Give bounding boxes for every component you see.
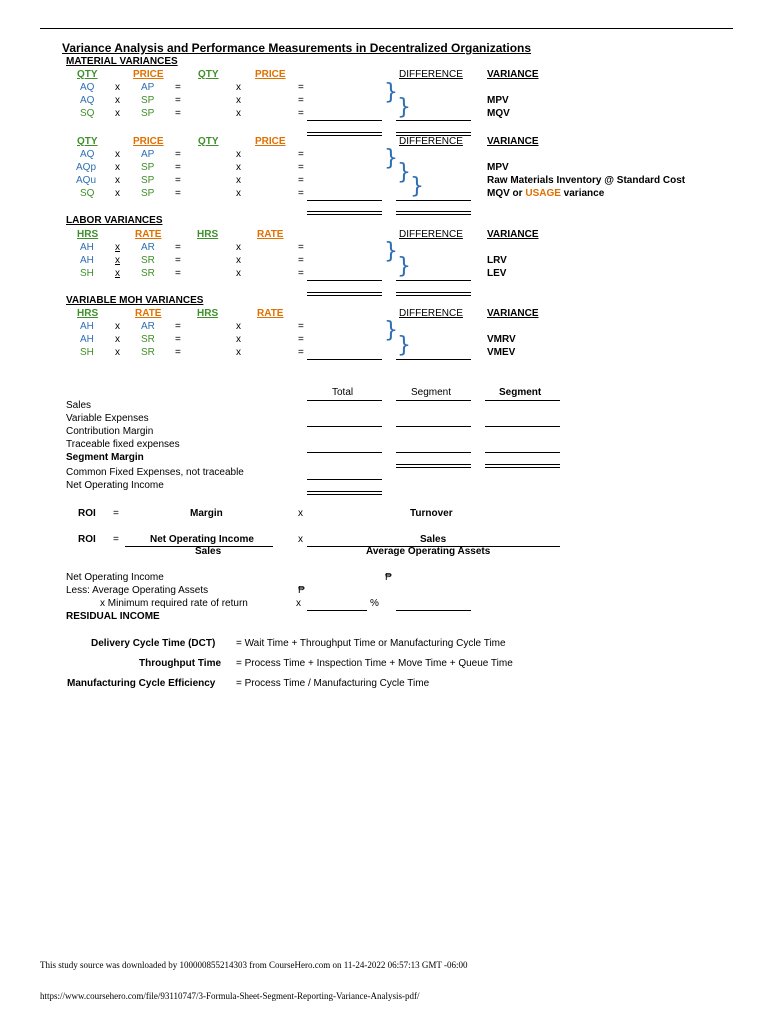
line-variable-expenses: Variable Expenses (66, 413, 149, 424)
col-difference: DIFFERENCE (399, 229, 463, 240)
col-qty-2: QTY (198, 69, 219, 80)
roi-eq-2: = (113, 534, 119, 545)
variance-mqv-usage: MQV or USAGE variance (487, 188, 605, 199)
answer-line (307, 426, 382, 427)
ri-peso-icon: ₱ (385, 572, 392, 583)
row-op: x (236, 321, 241, 332)
row-qty: AQ (80, 149, 95, 160)
variance-lev: LEV (487, 268, 507, 279)
row-eq: = (175, 268, 181, 279)
total-line (396, 464, 471, 468)
row-op: x (115, 188, 120, 199)
col-hrs-2: HRS (197, 229, 219, 240)
page-title: Variance Analysis and Performance Measurements in Decentralized Organizations (62, 41, 532, 55)
total-line (396, 211, 471, 215)
row-eq: = (298, 162, 304, 173)
col-difference: DIFFERENCE (399, 136, 463, 147)
row-eq: = (175, 347, 181, 358)
brace-icon: } (384, 146, 398, 171)
row-rate: SR (141, 268, 155, 279)
row-op: x (115, 149, 120, 160)
variance-mpv: MPV (487, 95, 509, 106)
roi-sales-denominator: Sales (195, 546, 222, 557)
row-hrs: AH (80, 334, 94, 345)
total-line (307, 491, 382, 495)
labor-heading: LABOR VARIANCES (66, 215, 163, 226)
ri-less: Less: Average Operating Assets (66, 585, 209, 596)
roi-label-2: ROI (78, 534, 96, 545)
row-eq: = (175, 82, 181, 93)
row-op: x (115, 334, 120, 345)
roi-avg-operating-assets: Average Operating Assets (366, 546, 491, 557)
source-url[interactable]: https://www.coursehero.com/file/93110747/3-Formula-Sheet-Segment-Reporting-Variance-Analysis-pdf/ (40, 991, 420, 1001)
roi-margin: Margin (190, 508, 223, 519)
row-qty: AQu (76, 175, 97, 186)
total-line (307, 292, 382, 296)
row-op: x (115, 268, 120, 279)
ri-x: x (296, 598, 301, 609)
mce-formula: = Process Time / Manufacturing Cycle Time (236, 678, 430, 689)
dct-formula: = Wait Time + Throughput Time or Manufacturing Cycle Time (236, 638, 506, 649)
col-price-2: PRICE (255, 69, 286, 80)
row-qty: SQ (80, 188, 95, 199)
row-eq: = (298, 175, 304, 186)
row-eq: = (175, 108, 181, 119)
answer-line (307, 359, 382, 360)
row-op: x (236, 347, 241, 358)
total-line (396, 292, 471, 296)
row-op: x (236, 188, 241, 199)
answer-line (307, 479, 382, 480)
row-op: x (236, 108, 241, 119)
answer-line (307, 200, 382, 201)
col-qty: QTY (77, 69, 98, 80)
ri-min-rate: x Minimum required rate of return (100, 598, 248, 609)
roi-x: x (298, 508, 303, 519)
row-rate: AR (141, 242, 155, 253)
row-op: x (115, 175, 120, 186)
row-eq: = (298, 268, 304, 279)
header-line (485, 400, 560, 401)
col-total: Total (332, 387, 354, 398)
ri-residual-income: RESIDUAL INCOME (66, 611, 160, 622)
moh-heading: VARIABLE MOH VARIANCES (66, 295, 204, 306)
row-op: x (236, 334, 241, 345)
row-op: x (236, 255, 241, 266)
answer-line (307, 280, 382, 281)
row-eq: = (298, 108, 304, 119)
variance-mqv: MQV (487, 108, 510, 119)
row-eq: = (175, 321, 181, 332)
row-op: x (115, 95, 120, 106)
roi-turnover: Turnover (410, 508, 453, 519)
row-eq: = (175, 188, 181, 199)
roi-label: ROI (78, 508, 96, 519)
row-rate: SR (141, 255, 155, 266)
answer-line (396, 426, 471, 427)
tt-label: Throughput Time (139, 658, 222, 669)
row-op: x (115, 82, 120, 93)
row-op: x (115, 108, 120, 119)
col-hrs: HRS (77, 308, 99, 319)
top-rule (40, 28, 733, 29)
col-qty-2: QTY (198, 136, 219, 147)
brace-icon: } (397, 95, 411, 120)
dct-label: Delivery Cycle Time (DCT) (91, 638, 216, 649)
row-eq: = (298, 255, 304, 266)
header-line (396, 400, 471, 401)
row-hrs: SH (80, 347, 94, 358)
col-price: PRICE (133, 69, 164, 80)
ri-noi: Net Operating Income (66, 572, 164, 583)
brace-icon: } (384, 80, 398, 105)
col-rate-2: RATE (257, 229, 284, 240)
line-sales: Sales (66, 400, 92, 411)
col-price: PRICE (133, 136, 164, 147)
row-eq: = (298, 242, 304, 253)
row-qty: AQ (80, 82, 95, 93)
row-eq: = (298, 82, 304, 93)
answer-line (396, 610, 471, 611)
row-price: SP (141, 175, 155, 186)
row-rate: AR (141, 321, 155, 332)
col-difference: DIFFERENCE (399, 69, 463, 80)
col-qty: QTY (77, 136, 98, 147)
row-qty: AQ (80, 95, 95, 106)
row-eq: = (175, 255, 181, 266)
answer-line (485, 426, 560, 427)
line-traceable-fixed: Traceable fixed expenses (66, 439, 180, 450)
total-line (307, 211, 382, 215)
total-line (485, 464, 560, 468)
answer-line (396, 452, 471, 453)
variance-lrv: LRV (487, 255, 507, 266)
col-segment: Segment (411, 387, 452, 398)
col-rate-2: RATE (257, 308, 284, 319)
answer-line (396, 200, 471, 201)
row-hrs: AH (80, 321, 94, 332)
row-op: x (236, 268, 241, 279)
answer-line (307, 610, 367, 611)
answer-line (396, 359, 471, 360)
row-eq: = (175, 242, 181, 253)
row-price: AP (141, 82, 155, 93)
col-variance: VARIANCE (487, 308, 539, 319)
row-price: AP (141, 149, 155, 160)
row-eq: = (298, 321, 304, 332)
row-op: x (236, 95, 241, 106)
answer-line (307, 452, 382, 453)
brace-icon: } (410, 174, 424, 199)
brace-icon: } (384, 239, 398, 264)
col-hrs: HRS (77, 229, 99, 240)
roi-eq: = (113, 508, 119, 519)
row-eq: = (298, 149, 304, 160)
variance-vmev: VMEV (487, 347, 516, 358)
col-price-2: PRICE (255, 136, 286, 147)
row-op: x (115, 162, 120, 173)
brace-icon: } (384, 318, 398, 343)
col-variance: VARIANCE (487, 69, 539, 80)
col-hrs-2: HRS (197, 308, 219, 319)
row-op: x (115, 347, 120, 358)
line-net-operating-income: Net Operating Income (66, 480, 164, 491)
brace-icon: } (397, 160, 411, 185)
row-price: SP (141, 108, 155, 119)
col-rate: RATE (135, 308, 162, 319)
line-common-fixed: Common Fixed Expenses, not traceable (66, 467, 244, 478)
row-eq: = (175, 162, 181, 173)
total-line (307, 132, 382, 136)
col-variance: VARIANCE (487, 136, 539, 147)
header-line (307, 400, 382, 401)
row-op: x (115, 255, 120, 266)
row-rate: SR (141, 334, 155, 345)
row-hrs: AH (80, 255, 94, 266)
variance-vmrv: VMRV (487, 334, 516, 345)
row-eq: = (175, 95, 181, 106)
brace-icon: } (397, 254, 411, 279)
line-contribution-margin: Contribution Margin (66, 426, 154, 437)
roi-sales-numerator: Sales (420, 534, 447, 545)
roi-noi: Net Operating Income (150, 534, 254, 545)
row-op: x (115, 321, 120, 332)
mce-label: Manufacturing Cycle Efficiency (67, 678, 216, 689)
row-op: x (236, 162, 241, 173)
roi-x-2: x (298, 534, 303, 545)
row-price: SP (141, 188, 155, 199)
row-eq: = (298, 347, 304, 358)
answer-line (396, 120, 471, 121)
variance-mpv: MPV (487, 162, 509, 173)
col-segment-2: Segment (499, 387, 542, 398)
row-qty: AQp (76, 162, 97, 173)
variance-raw-materials: Raw Materials Inventory @ Standard Cost (487, 175, 686, 186)
col-variance: VARIANCE (487, 229, 539, 240)
material-heading: MATERIAL VARIANCES (66, 56, 178, 67)
row-op: x (236, 175, 241, 186)
row-eq: = (175, 334, 181, 345)
row-eq: = (175, 149, 181, 160)
row-eq: = (175, 175, 181, 186)
ri-peso-icon-2: ₱ (298, 585, 305, 596)
row-op: x (115, 242, 120, 253)
download-notice: This study source was downloaded by 100000855214303 from CourseHero.com on 11-24-2022 06:57:13 GMT -06:00 (40, 960, 468, 970)
row-hrs: AH (80, 242, 94, 253)
brace-icon: } (397, 333, 411, 358)
answer-line (396, 280, 471, 281)
tt-formula: = Process Time + Inspection Time + Move Time + Queue Time (236, 658, 513, 669)
row-eq: = (298, 188, 304, 199)
row-rate: SR (141, 347, 155, 358)
row-price: SP (141, 162, 155, 173)
row-op: x (236, 82, 241, 93)
col-rate: RATE (135, 229, 162, 240)
answer-line (307, 120, 382, 121)
row-hrs: SH (80, 268, 94, 279)
col-difference: DIFFERENCE (399, 308, 463, 319)
line-segment-margin: Segment Margin (66, 452, 144, 463)
row-eq: = (298, 334, 304, 345)
row-eq: = (298, 95, 304, 106)
ri-percent: % (370, 598, 379, 609)
row-qty: SQ (80, 108, 95, 119)
row-op: x (236, 149, 241, 160)
row-price: SP (141, 95, 155, 106)
row-op: x (236, 242, 241, 253)
answer-line (485, 452, 560, 453)
